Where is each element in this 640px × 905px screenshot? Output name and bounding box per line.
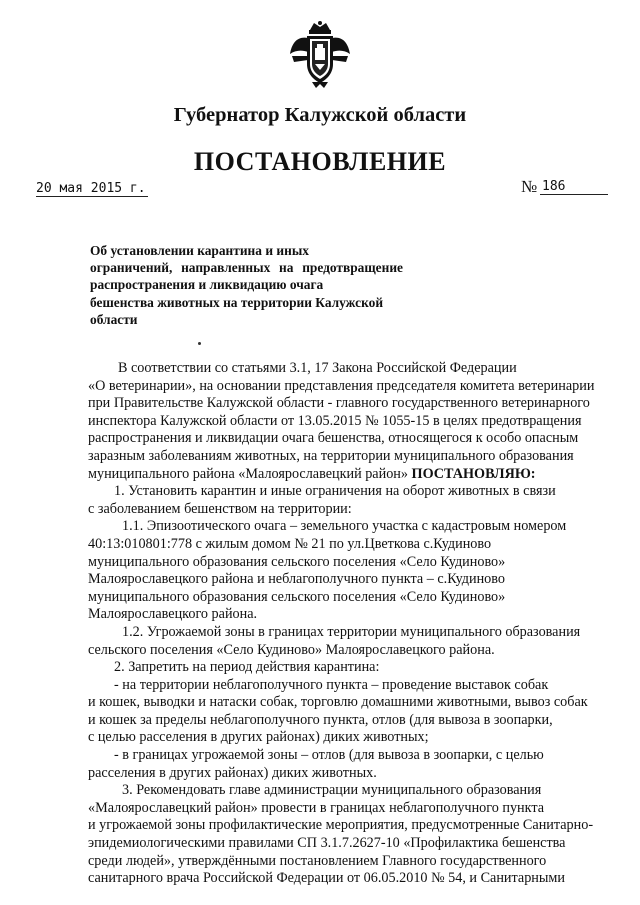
document-date: 20 мая 2015 г.	[36, 181, 146, 196]
subject-line: области	[90, 311, 138, 327]
item-1-line: с заболеванием бешенством на территории:	[88, 500, 352, 517]
item-3-line: 3. Рекомендовать главе администрации муниципального образования	[122, 782, 542, 799]
item-1-line: 1. Установить карантин и иные ограничения на оборот животных в связи	[114, 483, 556, 500]
body-line: В соответствии со статьями 3.1, 17 Закона Российской Федерации	[118, 360, 517, 376]
item-2b-line: расселения в других районах) диких животных.	[88, 764, 377, 781]
coat-of-arms-icon	[288, 20, 352, 90]
item-1-1-line: муниципального образования сельского поселения «Село Кудиново»	[88, 553, 506, 570]
subject-line: распространения и ликвидацию очага	[90, 277, 324, 293]
item-3-line: и угрожаемой зоны профилактические мероприятия, предусмотренные Санитарно-	[88, 817, 594, 834]
number-label: №	[521, 177, 538, 196]
item-1-1-line: муниципального образования сельского поселения «Село Кудиново»	[88, 588, 506, 605]
issuing-authority: Губернатор Калужской области	[173, 104, 467, 126]
decree-keyword: ПОСТАНОВЛЯЮ:	[411, 465, 536, 482]
item-3-line: «Малоярославецкий район» провести в границах неблагополучного пункта	[88, 799, 545, 816]
item-3-line: санитарного врача Российской Федерации от 06.05.2010 № 54, и Санитарными	[88, 870, 565, 887]
subject-line: Об установлении карантина и иных	[90, 243, 309, 258]
document-subject	[90, 242, 403, 328]
item-1-2-line: сельского поселения «Село Кудиново» Малоярославецкого района.	[88, 641, 495, 658]
item-1-1-line: 40:13:010801:778 с жилым домом № 21 по ул.Цветкова с.Кудиново	[88, 535, 492, 552]
body-line: распространения и ликвидации очага бешенства, относящегося к особо опасным	[88, 430, 579, 447]
ink-dot	[198, 342, 201, 345]
item-1-2-line: 1.2. Угрожаемой зоны в границах территории муниципального образования	[122, 623, 581, 640]
item-1-1-line: Малоярославецкого района.	[88, 606, 258, 623]
item-2a-line: - на территории неблагополучного пункта – проведение выставок собак	[114, 676, 549, 693]
document-title: ПОСТАНОВЛЕНИЕ	[193, 147, 447, 176]
subject-line: ограничений, направленных на предотвращение	[90, 260, 403, 276]
item-2a-line: и кошек, выводки и натаски собак, торговлю домашними животными, вывоз собак	[88, 694, 588, 711]
body-line	[88, 466, 608, 484]
item-2b-line: - в границах угрожаемой зоны – отлов (для вывоза в зоопарки, с целью	[114, 747, 544, 764]
body-line: заразным заболеваниям животных, на территории муниципального образования	[88, 447, 574, 464]
item-2a-line: с целью расселения в других районах) диких животных;	[88, 729, 429, 746]
subject-line: бешенства животных на территории Калужской	[90, 294, 384, 310]
item-1-1-line: 1.1. Эпизоотического очага – земельного участка с кадастровым номером	[122, 518, 567, 535]
body-line: «О ветеринарии», на основании представления председателя комитета ветеринарии	[88, 377, 595, 394]
item-2a-line: и кошек за пределы неблагополучного пункта, отлов (для вывоза в зоопарки,	[88, 711, 553, 728]
body-line: при Правительстве Калужской области - главного государственного ветеринарного	[88, 395, 590, 412]
item-3-line: среди людей», утверждёнными постановлением Главного государственного	[88, 852, 547, 869]
item-2-line: 2. Запретить на период действия карантина:	[114, 659, 380, 676]
body-line-text: муниципального района «Малоярославецкий район»	[88, 465, 412, 482]
document-number: 186	[540, 179, 608, 195]
document-body	[88, 360, 608, 888]
item-1-1-line: Малоярославецкого района и неблагополучного пункта – с.Кудиново	[88, 571, 505, 588]
body-line: инспектора Калужской области от 13.05.2015 № 1055-15 в целях предотвращения	[88, 412, 582, 429]
item-3-line: эпидемиологическими правилами СП 3.1.7.2627-10 «Профилактика бешенства	[88, 835, 566, 852]
